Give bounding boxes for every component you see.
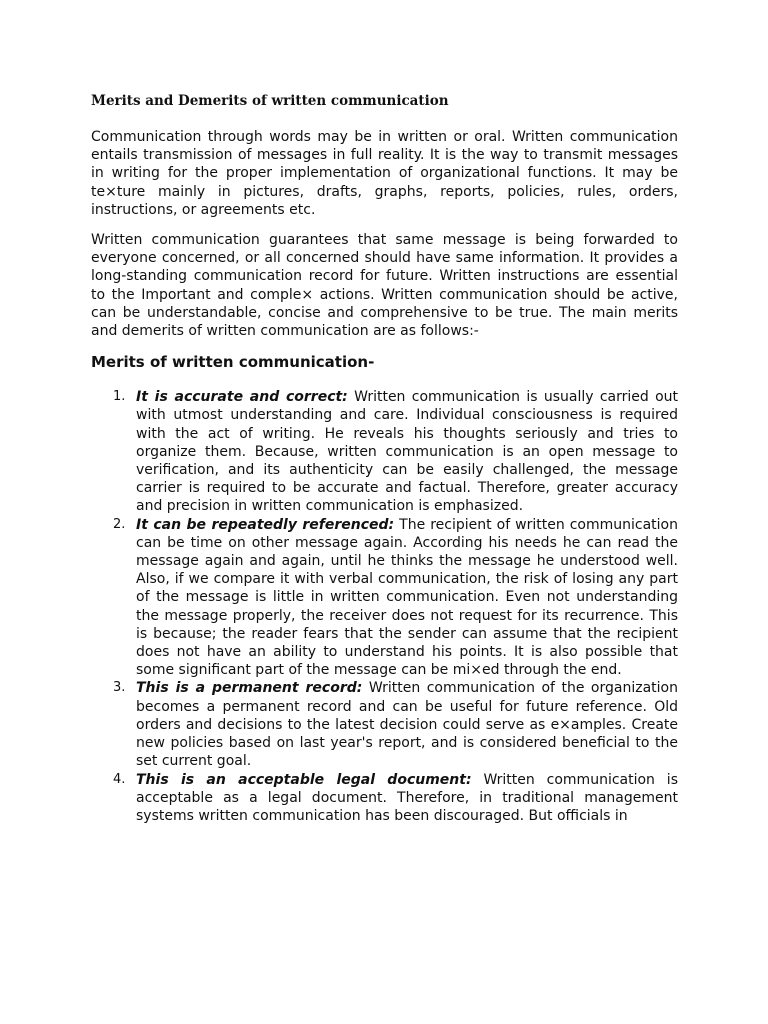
list-item-number: 4. — [113, 771, 126, 787]
list-item — [91, 679, 678, 770]
document-page — [91, 92, 678, 825]
list-item-lead: This is an acceptable legal document: — [136, 771, 472, 788]
document-title: Merits and Demerits of written communication — [91, 93, 449, 109]
list-item-number: 3. — [113, 680, 126, 696]
merits-heading: Merits of written communication- — [91, 353, 375, 372]
list-item — [91, 771, 678, 826]
list-item-lead: It is accurate and correct: — [136, 389, 348, 406]
list-item-text: Written communication is acceptable as a legal document. Therefore, in traditional management systems written communication has been discouraged. But officials in — [136, 771, 678, 824]
merits-list — [91, 388, 678, 825]
list-item — [91, 388, 678, 515]
list-item-number: 1. — [113, 389, 126, 405]
list-item-number: 2. — [113, 516, 126, 532]
list-item-text: The recipient of written communication can be time on other message again. According his needs he can read the message again and again, until he thinks the message he understood well. Also, if we compare it with verbal communication, the risk of losing any part of the message is little in written communication. Even not understanding the message properly, the receiver does not request for its recurrence. This is because; the reader fears that the sender can assume that the recipient does not have an ability to understand his points. It is also possible that some significant part of the message can be mi×ed through the end. — [136, 516, 678, 679]
list-item-text: Written communication is usually carried out with utmost understanding and care. Individual consciousness is required with the act of writing. He reveals his thoughts seriously and tries to organize them. Because, written communication is an open message to verification, and its authenticity can be easily challenged, the message carrier is required to be accurate and factual. Therefore, greater accuracy and precision in written communication is emphasized. — [136, 389, 679, 515]
list-item-lead: It can be repeatedly referenced: — [136, 516, 395, 533]
list-item-lead: This is a permanent record: — [136, 680, 363, 697]
list-item — [91, 516, 678, 680]
list-item-text: Written communication of the organization becomes a permanent record and can be useful for future reference. Old orders and decisions to the latest decision could serve as e×amples. Create new policies based on last year's report, and is considered beneficial to the set current goal. — [136, 680, 678, 770]
intro-paragraph: Communication through words may be in written or oral. Written communication entails transmission of messages in full reality. It is the way to transmit messages in writing for the proper implementation of organizational functions. It may be te×ture mainly in pictures, drafts, graphs, reports, policies, rules, orders, instructions, or agreements etc. — [91, 129, 678, 218]
guarantee-paragraph: Written communication guarantees that same message is being forwarded to everyone concerned, or all concerned should have same information. It provides a long-standing communication record for future. Written instructions are essential to the Important and comple× actions. Written communication should be active, can be understandable, concise and comprehensive to be true. The main merits and demerits of written communication are as follows:- — [91, 232, 678, 340]
